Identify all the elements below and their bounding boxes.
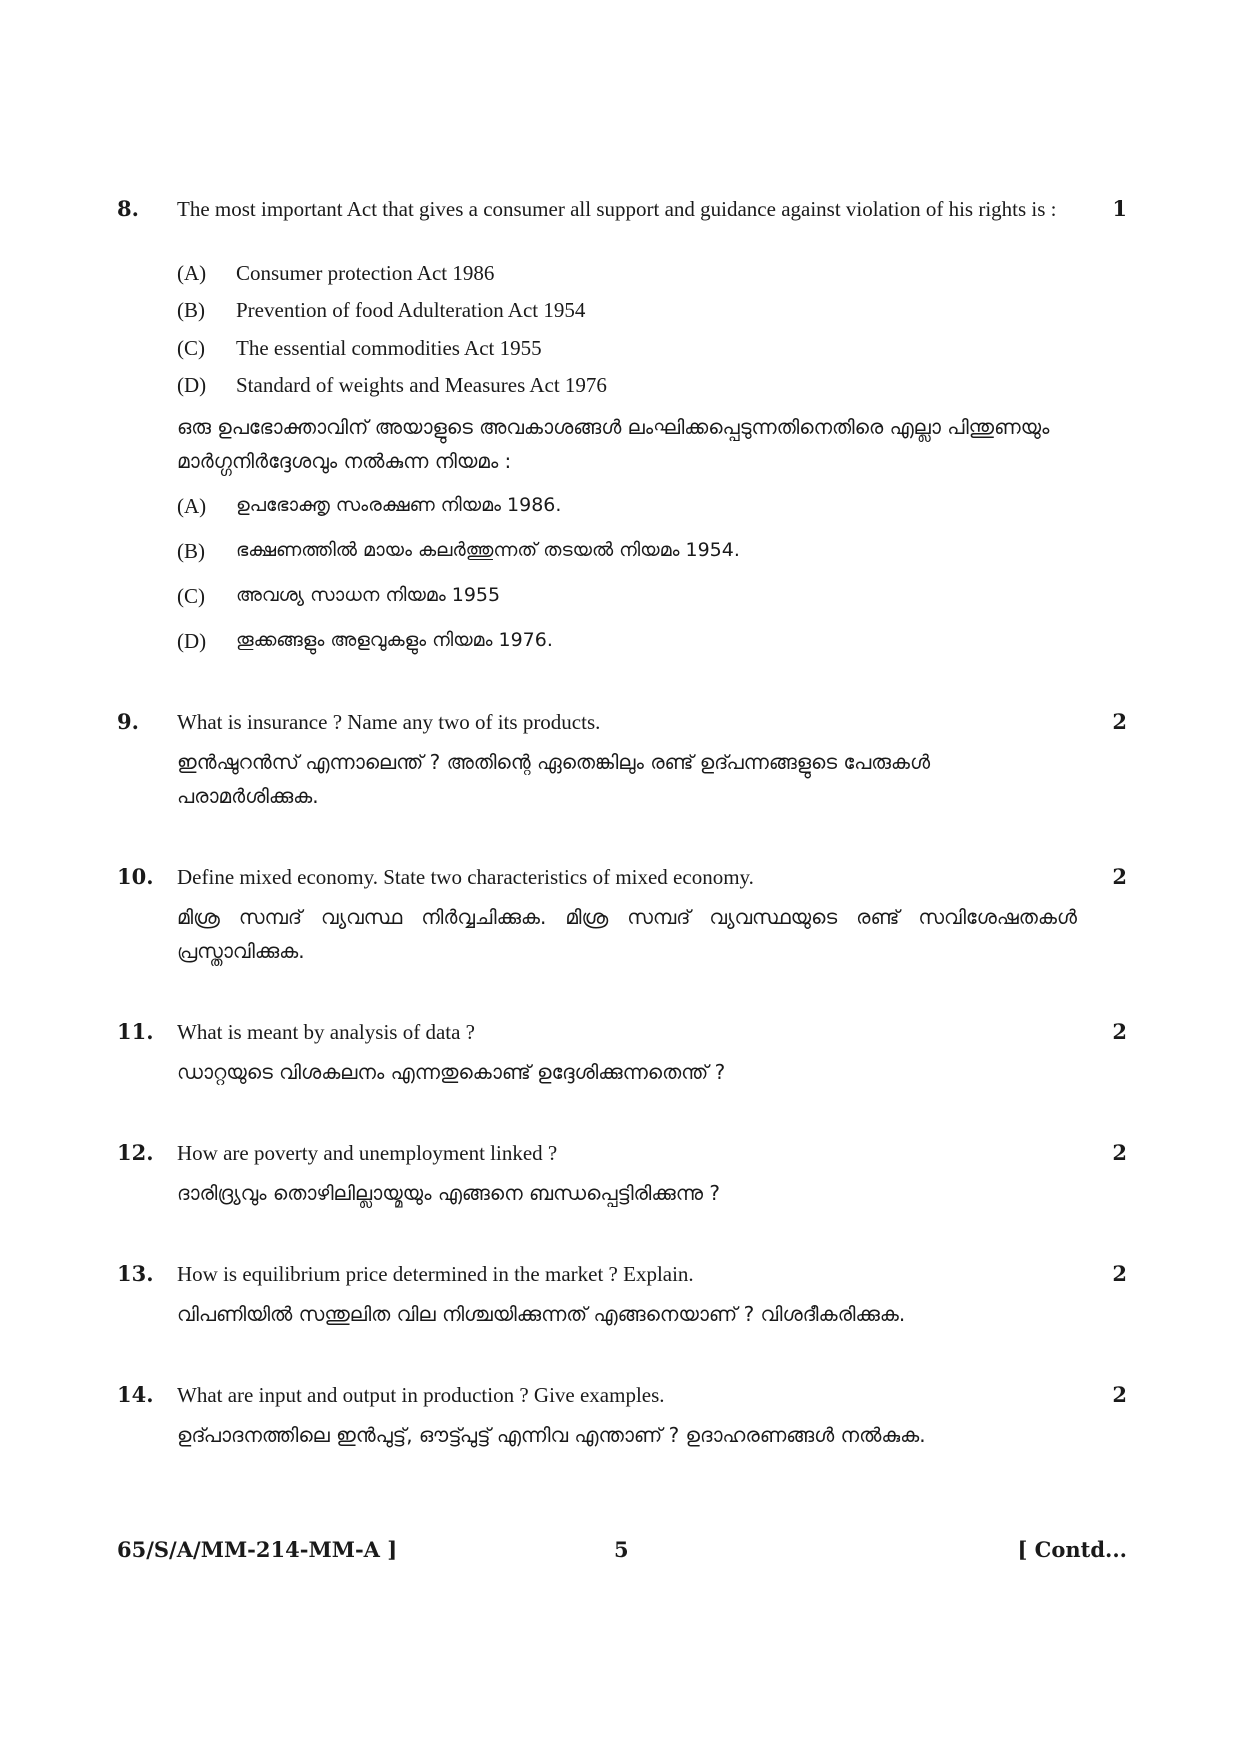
paper-code: 65/S/A/MM-214-MM-A ] bbox=[117, 1537, 398, 1562]
question-text-malayalam: മിശ്ര സമ്പദ് വ്യവസ്ഥ നിർവ്വചിക്കുക. മിശ്ര സമ്പദ് വ്യവസ്ഥയുടെ രണ്ട് സവിശേഷതകൾ പ്രസ്താവിക്കുക. bbox=[177, 905, 1077, 963]
option-text: The essential commodities Act 1955 bbox=[236, 336, 542, 360]
page-number: 5 bbox=[614, 1537, 629, 1562]
question-marks: 2 bbox=[1112, 709, 1127, 734]
question-10 bbox=[117, 864, 1127, 974]
question-12 bbox=[117, 1140, 1127, 1220]
question-text-malayalam: വിപണിയിൽ സന്തുലിത വില നിശ്ചയിക്കുന്നത് എങ്ങനെയാണ് ? വിശദീകരിക്കുക. bbox=[177, 1302, 906, 1326]
question-14 bbox=[117, 1382, 1127, 1462]
question-text-malayalam: ദാരിദ്ര്യവും തൊഴിലില്ലായ്മയും എങ്ങനെ ബന്ധപ്പെട്ടിരിക്കുന്നു ? bbox=[177, 1181, 720, 1205]
option-label: (D) bbox=[177, 629, 207, 653]
question-number: 12. bbox=[117, 1140, 154, 1165]
question-text-english: Define mixed economy. State two characteristics of mixed economy. bbox=[177, 865, 754, 889]
option-label: (A) bbox=[177, 494, 207, 518]
question-text-malayalam: ഉദ്പാദനത്തിലെ ഇൻപുട്ട്, ഔട്ട്പുട്ട് എന്നിവ എന്താണ് ? ഉദാഹരണങ്ങൾ നൽകുക. bbox=[177, 1423, 926, 1447]
question-text-malayalam: ഒരു ഉപഭോക്താവിന് അയാളുടെ അവകാശങ്ങൾ ലംഘിക്കപ്പെടുന്നതിനെതിരെ എല്ലാ പിന്തുണയും മാർഗ്ഗനിർദ്ദേശവും നൽകുന്ന നിയമം : bbox=[177, 415, 1050, 473]
option-label: (C) bbox=[177, 336, 205, 360]
question-marks: 1 bbox=[1112, 196, 1127, 221]
option-label: (D) bbox=[177, 373, 207, 397]
question-9 bbox=[117, 709, 1127, 819]
question-number: 13. bbox=[117, 1261, 154, 1286]
option-text: തൂക്കങ്ങളും അളവുകളും നിയമം 1976. bbox=[236, 629, 553, 651]
option-text: ഭക്ഷണത്തിൽ മായം കലർത്തുന്നത് തടയൽ നിയമം 1954. bbox=[236, 539, 740, 561]
question-text-english: How are poverty and unemployment linked ? bbox=[177, 1141, 558, 1165]
option-text: Consumer protection Act 1986 bbox=[236, 261, 495, 285]
question-marks: 2 bbox=[1112, 1019, 1127, 1044]
option-label: (B) bbox=[177, 298, 205, 322]
option-label: (B) bbox=[177, 539, 205, 563]
question-text-english: What is meant by analysis of data ? bbox=[177, 1020, 475, 1044]
question-text-english: The most important Act that gives a consumer all support and guidance against violation of his rights is : bbox=[177, 197, 1057, 221]
question-marks: 2 bbox=[1112, 1382, 1127, 1407]
question-number: 14. bbox=[117, 1382, 154, 1407]
question-text-english: What are input and output in production ? Give examples. bbox=[177, 1383, 665, 1407]
question-number: 10. bbox=[117, 864, 154, 889]
question-number: 8. bbox=[117, 196, 139, 221]
option-text: അവശ്യ സാധന നിയമം 1955 bbox=[236, 584, 501, 606]
question-number: 9. bbox=[117, 709, 139, 734]
question-text-malayalam: ഡാറ്റയുടെ വിശകലനം എന്നതുകൊണ്ട് ഉദ്ദേശിക്കുന്നതെന്ത് ? bbox=[177, 1060, 726, 1084]
question-text-english: What is insurance ? Name any two of its products. bbox=[177, 710, 601, 734]
option-label: (A) bbox=[177, 261, 207, 285]
option-text: Standard of weights and Measures Act 1976 bbox=[236, 373, 607, 397]
option-label: (C) bbox=[177, 584, 205, 608]
question-marks: 2 bbox=[1112, 864, 1127, 889]
option-text: ഉപഭോക്തൃ സംരക്ഷണ നിയമം 1986. bbox=[236, 494, 562, 516]
option-text: Prevention of food Adulteration Act 1954 bbox=[236, 298, 586, 322]
question-13 bbox=[117, 1261, 1127, 1341]
question-8 bbox=[117, 196, 1127, 656]
question-marks: 2 bbox=[1112, 1261, 1127, 1286]
question-text-malayalam: ഇൻഷുറൻസ് എന്നാലെന്ത് ? അതിന്റെ ഏതെങ്കിലും രണ്ട് ഉദ്പന്നങ്ങളുടെ പേരുകൾ പരാമർശിക്കുക. bbox=[177, 750, 931, 808]
question-text-english: How is equilibrium price determined in the market ? Explain. bbox=[177, 1262, 694, 1286]
question-marks: 2 bbox=[1112, 1140, 1127, 1165]
question-number: 11. bbox=[117, 1019, 154, 1044]
contd-label: [ Contd... bbox=[1017, 1537, 1127, 1562]
question-11 bbox=[117, 1019, 1127, 1099]
